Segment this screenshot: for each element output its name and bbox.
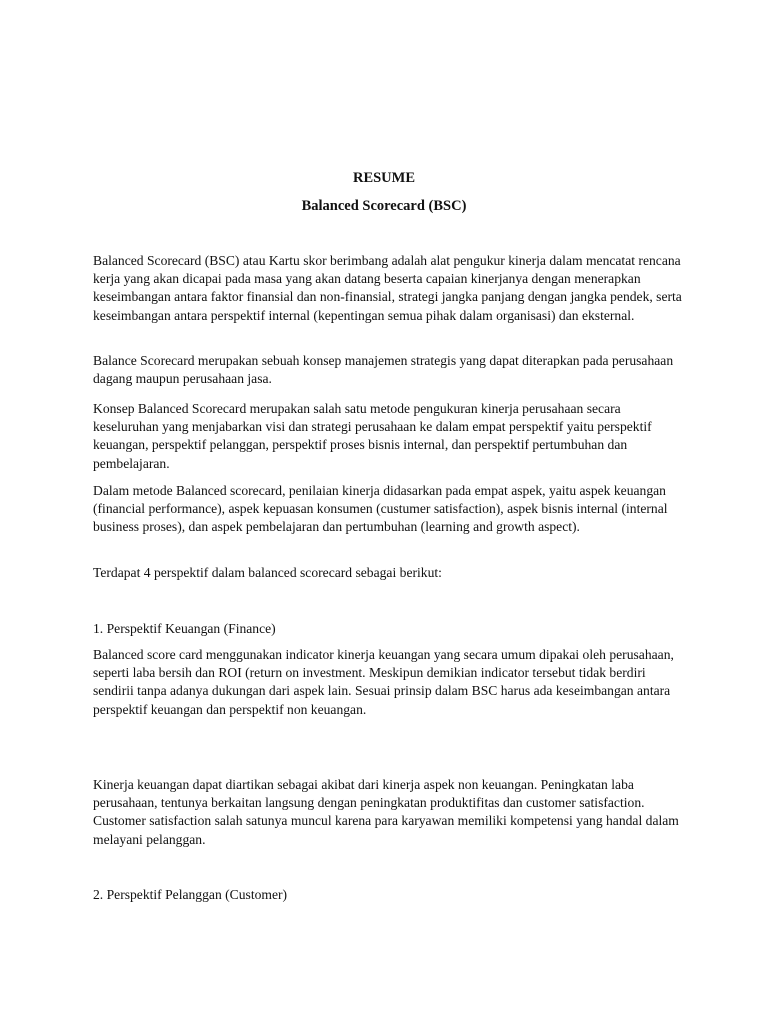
paragraph-aspects: Dalam metode Balanced scorecard, penilaian kinerja didasarkan pada empat aspek, yaitu aspek keuangan (financial performance), aspek kepuasan konsumen (custumer satisfaction), aspek bisnis internal (internal business proses), dan aspek pembelajaran dan pertumbuhan (learning and growth aspect).	[93, 483, 668, 535]
paragraph-definition: Balanced Scorecard (BSC) atau Kartu skor berimbang adalah alat pengukur kinerja dalam mencatat rencana kerja yang akan dicapai pada masa yang akan datang beserta capaian kinerjanya dengan menerapkan keseimbangan antara faktor finansial dan non-finansial, strategi jangka panjang dengan jangka pendek, serta keseimbangan antara perspektif internal (kepentingan semua pihak dalam organisasi) dan eksternal.	[93, 253, 682, 323]
section-heading-customer: 2. Perspektif Pelanggan (Customer)	[93, 887, 288, 902]
paragraph-finance-performance: Kinerja keuangan dapat diartikan sebagai akibat dari kinerja aspek non keuangan. Peningkatan laba perusahaan, tentunya berkaitan langsung dengan peningkatan produktifitas dan customer satisfaction. Customer satisfaction salah satunya muncul karena para karyawan memiliki kompetensi yang handal dalam melayani pelanggan.	[93, 777, 679, 847]
section-heading-finance: 1. Perspektif Keuangan (Finance)	[93, 621, 276, 636]
document-title: RESUME	[352, 170, 416, 186]
document-subtitle: Balanced Scorecard (BSC)	[301, 198, 467, 214]
paragraph-measurement: Konsep Balanced Scorecard merupakan salah satu metode pengukuran kinerja perusahaan secara keseluruhan yang menjabarkan visi dan strategi perusahaan ke dalam empat perspektif yaitu perspektif keuangan, perspektif pelanggan, perspektif proses bisnis internal, dan perspektif pertumbuhan dan pembelajaran.	[93, 401, 652, 471]
paragraph-concept: Balance Scorecard merupakan sebuah konsep manajemen strategis yang dapat diterapkan pada perusahaan dagang maupun perusahaan jasa.	[93, 353, 674, 387]
paragraph-perspectives-intro: Terdapat 4 perspektif dalam balanced scorecard sebagai berikut:	[93, 565, 442, 580]
paragraph-finance-indicators: Balanced score card menggunakan indicator kinerja keuangan yang secara umum dipakai oleh perusahaan, seperti laba bersih dan ROI (return on investment. Meskipun demikian indicator tersebut tidak berdiri sendirii tanpa adanya dukungan dari aspek lain. Sesuai prinsip dalam BSC harus ada keseimbangan antara perspektif keuangan dan perspektif non keuangan.	[93, 647, 674, 717]
